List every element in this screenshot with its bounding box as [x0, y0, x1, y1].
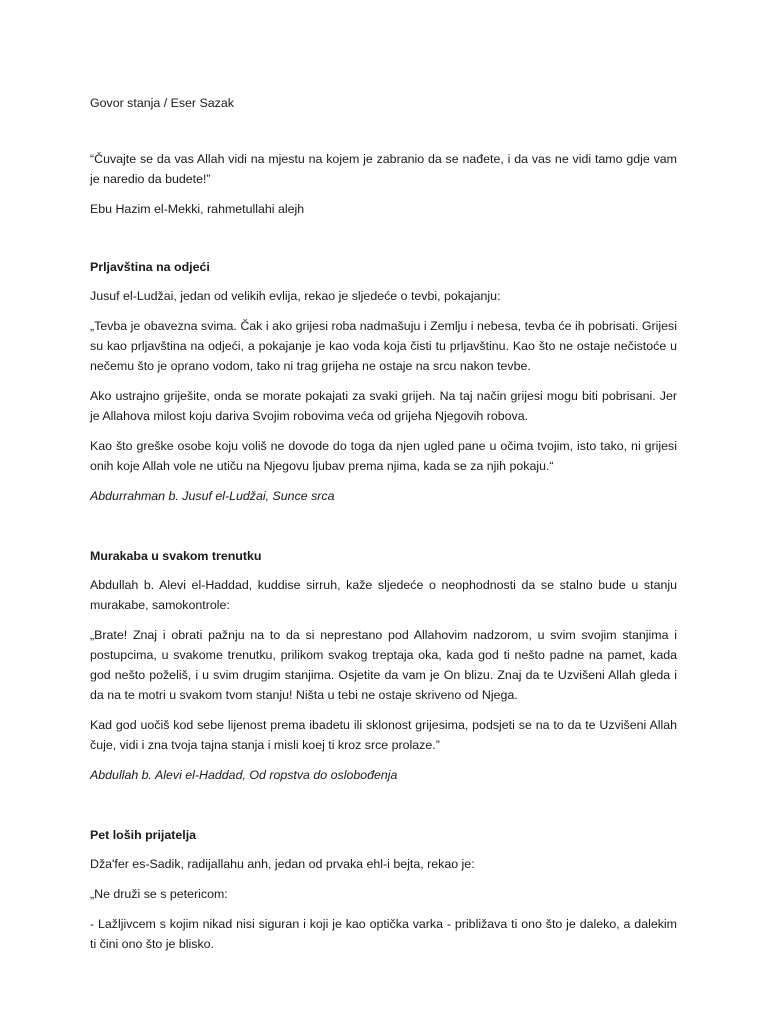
opening-quote-text: “Čuvajte se da vas Allah vidi na mjestu na kojem je zabranio da se nađete, i da vas ne vidi tamo gdje vam je naredio da budete!” — [90, 152, 677, 186]
paragraph: „Tevba je obavezna svima. Čak i ako grijesi roba nadmašuju i Zemlju i nebesa, tevba će ih pobrisati. Grijesi su kao prljavština na odjeći, a pokajanje je kao voda koja čisti tu prljavštinu. Kao što ne ostaje nečistoće u nečemu što je oprano vodom, tako ni trag grijeha ne ostaje na srcu nakon tevbe. — [90, 319, 677, 373]
paragraph: Ako ustrajno griješite, onda se morate pokajati za svaki grijeh. Na taj način grijesi mogu biti pobrisani. Jer je Allahova milost koju dariva Svojim robovima veća od grijeha Njegovih robova. — [90, 389, 677, 423]
section-murakaba — [90, 546, 677, 785]
paragraph: „Brate! Znaj i obrati pažnju na to da si neprestano pod Allahovim nadzorom, u svim svojim stanjima i postupcima, u svakome trenutku, prilikom svakog treptaja oka, kada god ti nešto padne na pamet, kada god nešto poželiš, i u svim drugim stanjima. Osjetite da vam je On blizu. Znaj da te Uzvišeni Allah gleda i da na te motri u svakom tvom stanju! Ništa u tebi ne ostaje skriveno od Njega. — [90, 628, 677, 702]
section-intro: Abdullah b. Alevi el-Haddad, kuddise sirruh, kaže sljedeće o neophodnosti da se stalno bude u stanju murakabe, samokontrole: — [90, 578, 677, 612]
section-source: Abdullah b. Alevi el-Haddad, Od ropstva do oslobođenja — [90, 768, 398, 782]
section-heading: Prljavština na odjeći — [90, 260, 210, 274]
paragraph: Kad god uočiš kod sebe lijenost prema ibadetu ili sklonost grijesima, podsjeti se na to da te Uzvišeni Allah čuje, vidi i zna tvoja tajna stanja i misli koej ti kroz srce prolaze.” — [90, 718, 677, 752]
paragraph: Kao što greške osobe koju voliš ne dovode do toga da njen ugled pane u očima tvojim, isto tako, ni grijesi onih koje Allah vole ne utiču na Njegovu ljubav prema njima, kada se za njih pokaju.“ — [90, 439, 677, 473]
document-title: Govor stanja / Eser Sazak — [90, 96, 234, 110]
document-page — [90, 93, 677, 964]
section-prljavstina — [90, 257, 677, 506]
section-heading: Pet loših prijatelja — [90, 828, 197, 842]
section-intro: Jusuf el-Ludžai, jedan od velikih evlija, rekao je sljedeće o tevbi, pokajanju: — [90, 289, 501, 303]
section-heading: Murakaba u svakom trenutku — [90, 549, 262, 563]
paragraph: „Ne druži se s petericom: — [90, 887, 228, 901]
section-pet-losih-prijatelja — [90, 825, 677, 954]
opening-quote-author: Ebu Hazim el-Mekki, rahmetullahi alejh — [90, 202, 305, 216]
paragraph: - Lažljivcem s kojim nikad nisi siguran i koji je kao optička varka - približava ti ono što je daleko, a dalekim ti čini ono što je blisko. — [90, 917, 677, 951]
section-intro: Dža'fer es-Sadik, radijallahu anh, jedan od prvaka ehl-i bejta, rekao je: — [90, 857, 475, 871]
section-source: Abdurrahman b. Jusuf el-Ludžai, Sunce srca — [90, 489, 335, 503]
